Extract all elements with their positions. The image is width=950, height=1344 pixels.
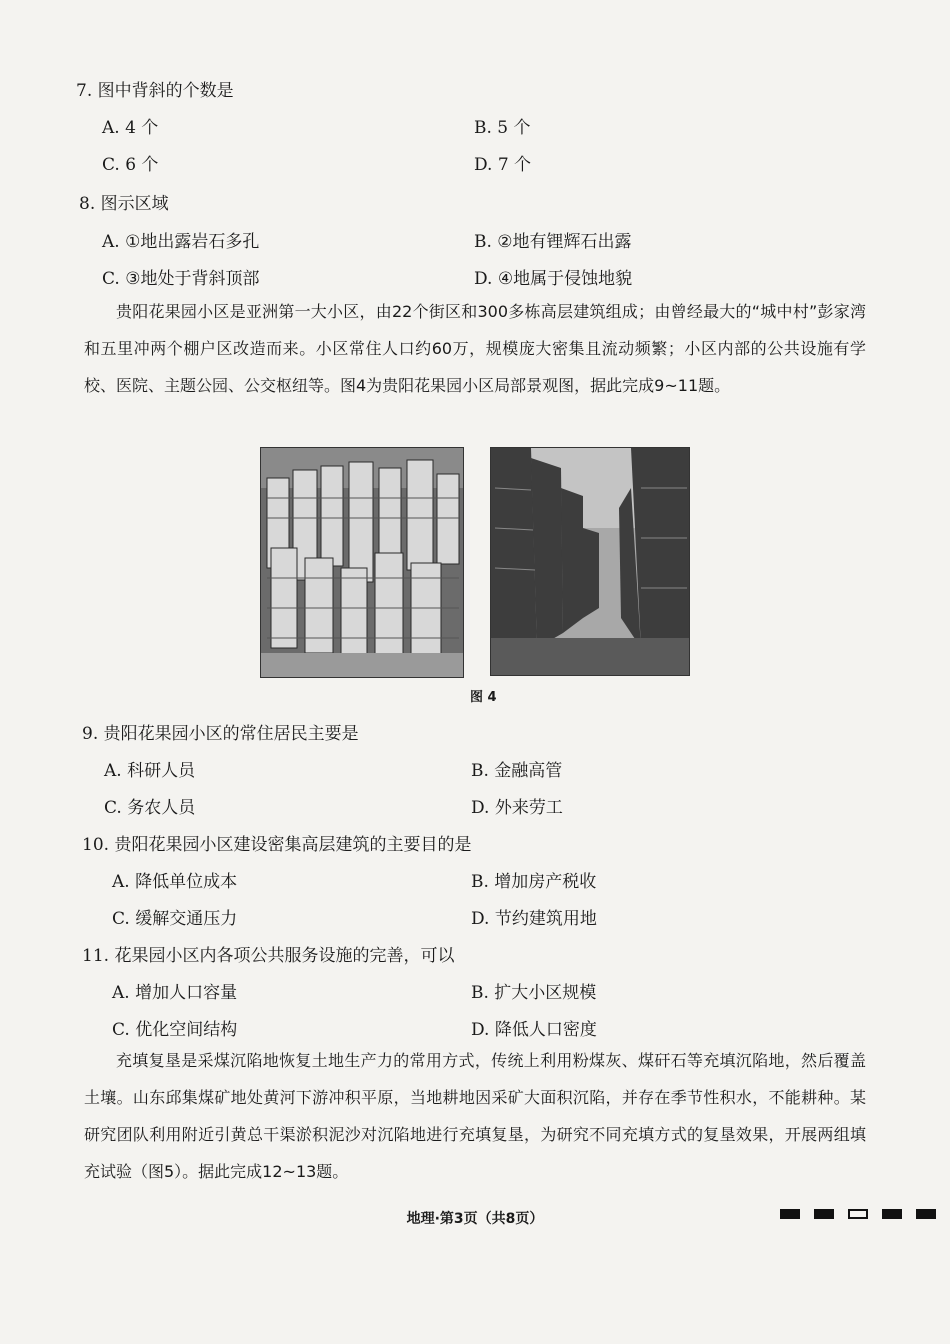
- question-8-stem: 8. 图示区域: [79, 194, 169, 214]
- question-11-option-a: A. 增加人口容量: [112, 983, 238, 1003]
- figure-4-photo-aerial: [260, 447, 464, 678]
- question-11-stem: 11. 花果园小区内各项公共服务设施的完善，可以: [82, 946, 455, 966]
- question-7-option-b: B. 5 个: [474, 118, 531, 138]
- question-8-option-c: C. ③地处于背斜顶部: [102, 269, 260, 289]
- figure-4-photo-street: [490, 447, 690, 676]
- question-10-stem: 10. 贵阳花果园小区建设密集高层建筑的主要目的是: [82, 835, 472, 855]
- question-9-option-c: C. 务农人员: [104, 798, 196, 818]
- question-8-option-d: D. ④地属于侵蚀地貌: [474, 269, 633, 289]
- page-mark: [814, 1209, 834, 1219]
- passage-reclamation: 充填复垦是采煤沉陷地恢复土地生产力的常用方式，传统上利用粉煤灰、煤矸石等充填沉陷地，然后覆盖土壤。山东邱集煤矿地处黄河下游冲积平原，当地耕地因采矿大面积沉陷，并存在季节性积水，不能耕种。某研究团队利用附近引黄总干渠淤积泥沙对沉陷地进行充填复垦，为研究不同充填方式的复垦效果，开展两组填充试验（图5）。据此完成12~13题。: [84, 1051, 866, 1181]
- question-10-option-a: A. 降低单位成本: [112, 872, 238, 892]
- question-8-option-a: A. ①地出露岩石多孔: [102, 232, 260, 252]
- question-11-option-b: B. 扩大小区规模: [471, 983, 597, 1003]
- page-mark: [916, 1209, 936, 1219]
- page-footer: 地理·第3页（共8页）: [406, 1211, 544, 1227]
- page-mark: [780, 1209, 800, 1219]
- figure-4-caption: 图 4: [470, 690, 497, 705]
- question-8-option-b: B. ②地有锂辉石出露: [474, 232, 632, 252]
- question-10-option-c: C. 缓解交通压力: [112, 909, 238, 929]
- question-9-option-b: B. 金融高管: [471, 761, 563, 781]
- question-7-option-c: C. 6 个: [102, 155, 159, 175]
- page-mark: [882, 1209, 902, 1219]
- page-marks: [780, 1209, 936, 1219]
- question-11-option-c: C. 优化空间结构: [112, 1020, 238, 1040]
- page-mark-current: [848, 1209, 868, 1219]
- question-10-option-d: D. 节约建筑用地: [471, 909, 597, 929]
- passage-huaguoyuan: 贵阳花果园小区是亚洲第一大小区，由22个街区和300多栋高层建筑组成；由曾经最大的“城中村”彭家湾和五里冲两个棚户区改造而来。小区常住人口约60万，规模庞大密集且流动频繁；小区内部的公共设施有学校、医院、主题公园、公交枢纽等。图4为贵阳花果园小区局部景观图，据此完成9~11题。: [84, 302, 866, 395]
- question-11-option-d: D. 降低人口密度: [471, 1020, 597, 1040]
- question-7-option-d: D. 7 个: [474, 155, 532, 175]
- question-9-option-a: A. 科研人员: [104, 761, 196, 781]
- question-7-stem: 7. 图中背斜的个数是: [76, 81, 234, 101]
- question-10-option-b: B. 增加房产税收: [471, 872, 597, 892]
- question-7-option-a: A. 4 个: [102, 118, 159, 138]
- question-9-stem: 9. 贵阳花果园小区的常住居民主要是: [82, 724, 359, 744]
- question-9-option-d: D. 外来劳工: [471, 798, 563, 818]
